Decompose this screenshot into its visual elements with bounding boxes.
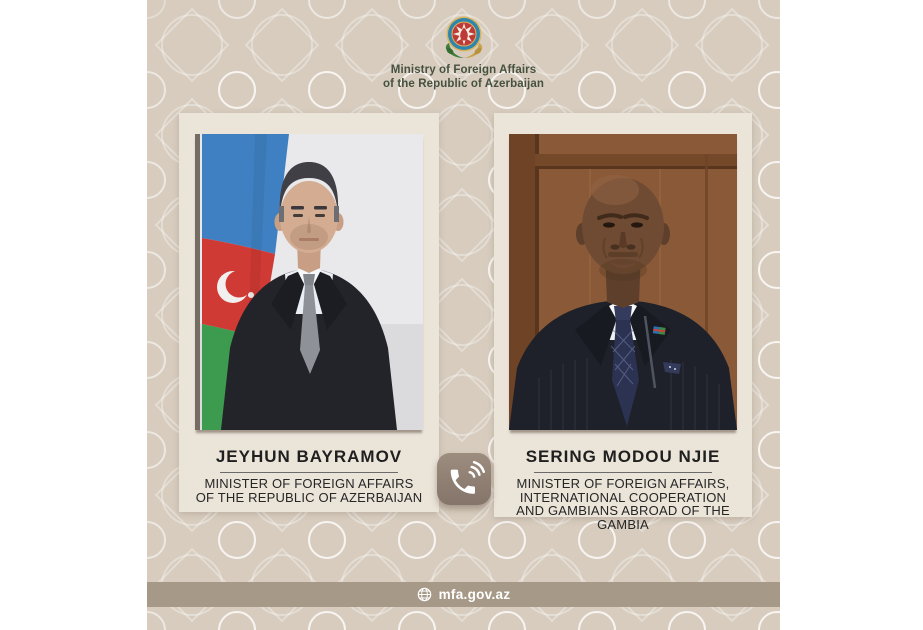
right-minister-title-line1: MINISTER OF FOREIGN AFFAIRS,: [516, 476, 730, 491]
website-url: mfa.gov.az: [438, 587, 511, 602]
jeyhun-bayramov-portrait: [195, 134, 423, 430]
right-minister-photo: [509, 134, 737, 430]
sering-modou-njie-portrait: [509, 134, 737, 430]
footer-bar: [147, 582, 780, 607]
ministry-name-line2: of the Republic of Azerbaijan: [383, 77, 544, 90]
left-minister-name: JEYHUN BAYRAMOV: [215, 447, 403, 466]
ministry-name: [147, 64, 780, 91]
left-name-divider: [220, 472, 398, 473]
left-minister-photo: [195, 134, 423, 430]
ministry-name-line1: Ministry of Foreign Affairs: [390, 64, 537, 76]
poster-background: [147, 0, 780, 630]
right-minister-title-line2: INTERNATIONAL COOPERATION: [519, 489, 727, 505]
left-minister-title-line1: MINISTER OF FOREIGN AFFAIRS: [204, 476, 414, 491]
right-minister-name: SERING MODOU NJIE: [525, 447, 721, 466]
phone-handset-icon: [437, 453, 491, 505]
right-minister-card: [494, 113, 752, 532]
globe-icon: [417, 587, 432, 602]
right-name-divider: [534, 472, 712, 473]
left-minister-title-line2: OF THE REPUBLIC OF AZERBAIJAN: [195, 489, 423, 505]
azerbaijan-coat-of-arms-icon: [439, 13, 489, 61]
left-minister-card: [179, 113, 439, 512]
phone-call-icon: [437, 453, 491, 505]
right-minister-title-line3: AND GAMBIANS ABROAD OF THE GAMBIA: [516, 503, 730, 532]
